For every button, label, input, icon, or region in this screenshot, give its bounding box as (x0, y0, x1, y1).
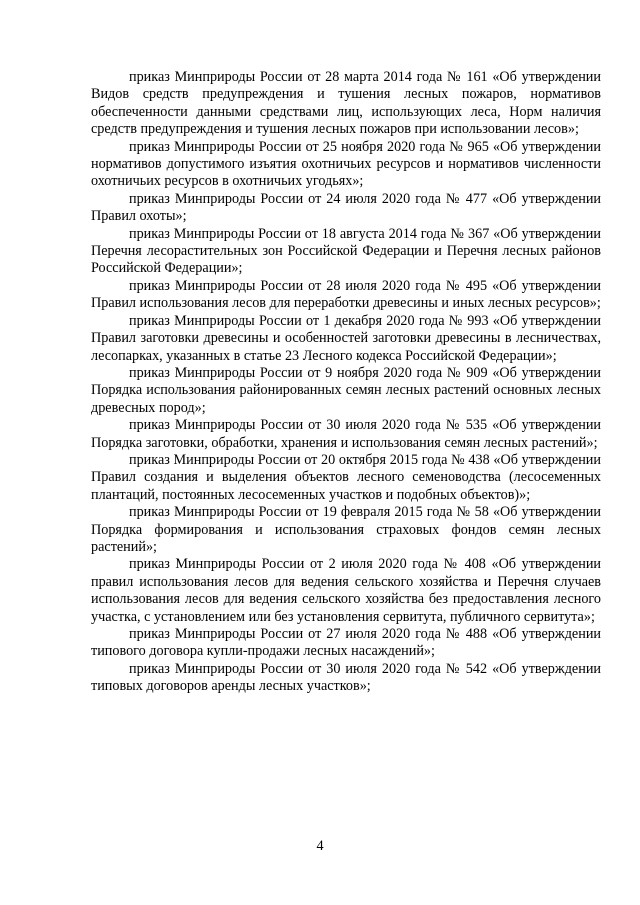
order-paragraph-3: приказ Минприроды России от 24 июля 2020 года № 477 «Об утверждении Правил охоты»; (91, 190, 601, 225)
order-paragraph-7: приказ Минприроды России от 9 ноября 2020 года № 909 «Об утверждении Порядка использования районированных семян лесных растений основных лесных древесных пород»; (91, 364, 601, 416)
order-paragraph-8: приказ Минприроды России от 30 июля 2020 года № 535 «Об утверждении Порядка заготовки, обработки, хранения и использования семян лесных растений»; (91, 417, 601, 451)
order-paragraph-5: приказ Минприроды России от 28 июля 2020 года № 495 «Об утверждении Правил использования лесов для переработки древесины и иных лесных ресурсов»; (91, 277, 601, 312)
order-paragraph-1: приказ Минприроды России от 28 марта 2014 года № 161 «Об утверждении Видов средств предупреждения и тушения лесных пожаров, нормативов обеспеченности данными средствами лиц, использующих леса, Норм наличия средств предупреждения и тушения лесных пожаров при использовании лесов»; (91, 69, 601, 138)
order-paragraph-11: приказ Минприроды России от 2 июля 2020 года № 408 «Об утверждении правил использования лесов для ведения сельского хозяйства и Перечня случаев использования лесов для ведения сельского хозяйства без предоставления лесного участка, с установлением или без установления сервитута, публичного сервитута»; (91, 556, 601, 625)
order-paragraph-9: приказ Минприроды России от 20 октября 2015 года № 438 «Об утверждении Правил создания и выделения объектов лесного семеноводства (лесосеменных плантаций, постоянных лесосеменных участков и подобных объектов)»; (91, 451, 601, 503)
order-paragraph-10: приказ Минприроды России от 19 февраля 2015 года № 58 «Об утверждении Порядка формирования и использования страховых фондов семян лесных растений»; (91, 504, 601, 555)
order-paragraph-13: приказ Минприроды России от 30 июля 2020 года № 542 «Об утверждении типовых договоров аренды лесных участков»; (91, 660, 601, 695)
order-paragraph-12: приказ Минприроды России от 27 июля 2020 года № 488 «Об утверждении типового договора купли-продажи лесных насаждений»; (91, 626, 601, 660)
order-paragraph-4: приказ Минприроды России от 18 августа 2014 года № 367 «Об утверждении Перечня лесорастительных зон Российской Федерации и Перечня лесных районов Российской Федерации»; (91, 225, 601, 277)
order-paragraph-6: приказ Минприроды России от 1 декабря 2020 года № 993 «Об утверждении Правил заготовки древесины и особенностей заготовки древесины в лесничествах, лесопарках, указанных в статье 23 Лесного кодекса Российской Федерации»; (91, 312, 601, 364)
order-paragraph-2: приказ Минприроды России от 25 ноября 2020 года № 965 «Об утверждении нормативов допустимого изъятия охотничьих ресурсов и нормативов численности охотничьих ресурсов в охотничьих угодьях»; (91, 138, 601, 190)
document-body (91, 69, 601, 696)
page-number: 4 (316, 838, 324, 854)
